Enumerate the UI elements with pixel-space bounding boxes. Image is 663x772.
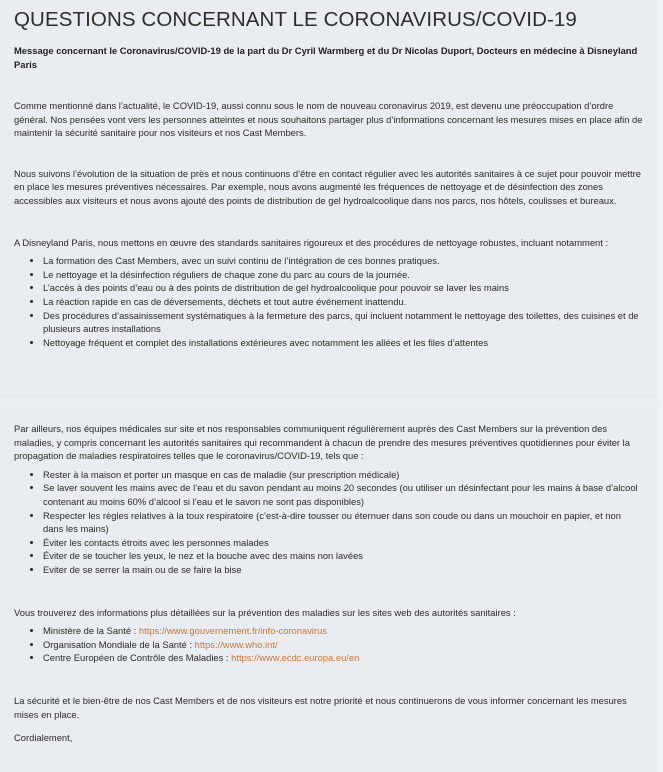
paragraph-info-sources: Vous trouverez des informations plus détaillées sur la prévention des maladies sur les sites web des autorités sanitaires : [14, 606, 516, 618]
prevention-panel [0, 405, 657, 772]
list-item: • Nettoyage fréquent et complet des installations extérieures avec notamment les allées et les files d’attentes [43, 336, 643, 350]
link-label: Ministère de la Santé : [43, 625, 139, 637]
link-item-ministere [43, 624, 643, 638]
link-who[interactable]: https://www.who.int/ [194, 638, 278, 650]
prevention-measures-list [14, 468, 643, 577]
link-item-ecdc [43, 651, 643, 665]
list-item: • Se laver souvent les mains avec de l’eau et du savon pendant au moins 20 secondes (ou utiliser un désinfectant pour les mains à base d’alcool contenant au moins 60% d’alcool si l’eau et le savon ne sont pas disponibles) [43, 481, 643, 508]
page-title: QUESTIONS CONCERNANT LE CORONAVIRUS/COVID-19 [14, 8, 577, 31]
list-item: • Éviter de se toucher les yeux, le nez et la bouche avec des mains non lavées [43, 549, 643, 563]
list-item: • Des procédures d’assainissement systématiques à la fermeture des parcs, qui incluent notamment le nettoyage des toilettes, des cuisines et de plusieurs autres installations [43, 309, 643, 336]
list-item: • Éviter les contacts étroits avec les personnes malades [43, 536, 643, 550]
paragraph-prevention: Par ailleurs, nos équipes médicales sur site et nos responsables communiquent régulièrement auprès des Cast Members sur la prévention des maladies, y compris concernant les autorités sanitaires qui recommandent à chacun de prendre des mesures préventives quotidiennes pour éviter la propagation de maladies respiratoires telles que le coronavirus/COVID-19, tels que : [14, 423, 630, 462]
list-item: • Eviter de se serrer la main ou de se faire la bise [43, 563, 643, 577]
paragraph-intro: Comme mentionné dans l’actualité, le COVID-19, aussi connu sous le nom de nouveau coronavirus 2019, est devenu une préoccupation d’ordre général. Nos pensées vont vers les personnes atteintes et nous souhaitons partager plus d’informations concernant les mesures mises en place afin de maintenir la sécurité sanitaire pour nos visiteurs et nos Cast Members. [14, 100, 643, 139]
link-label: Centre Européen de Contrôle des Maladies : [43, 652, 232, 664]
message-subtitle: Message concernant le Coronavirus/COVID-19 de la part du Dr Cyril Warmberg et du Dr Nicolas Duport, Docteurs en médecine à Disneyland Paris [14, 45, 638, 70]
list-item: • La réaction rapide en cas de déversements, déchets et tout autre événement inattendu. [43, 295, 643, 309]
paragraph-standards: A Disneyland Paris, nous mettons en œuvre des standards sanitaires rigoureux et des procédures de nettoyage robustes, incluant notamment : [14, 236, 609, 248]
list-item: • Le nettoyage et la désinfection réguliers de chaque zone du parc au cours de la journée. [43, 268, 643, 282]
link-gouvernement[interactable]: https://www.gouvernement.fr/info-coronavirus [138, 625, 327, 637]
signoff: Cordialement, [14, 732, 73, 744]
link-item-oms [43, 638, 643, 652]
list-item: • Rester à la maison et porter un masque en cas de maladie (sur prescription médicale) [43, 468, 643, 482]
list-item: • La formation des Cast Members, avec un suivi continu de l’intégration de ces bonnes pratiques. [43, 254, 643, 268]
paragraph-closing: La sécurité et le bien-être de nos Cast Members et de nos visiteurs est notre priorité et nous continuerons de vous informer concernant les mesures mises en place. [14, 694, 627, 720]
list-item: • L’accès à des points d’eau ou à des points de distribution de gel hydroalcoolique pour pouvoir se laver les mains [43, 281, 643, 295]
link-label: Organisation Mondiale de la Santé : [43, 638, 195, 650]
link-ecdc[interactable]: https://www.ecdc.europa.eu/en [231, 652, 360, 664]
paragraph-monitoring: Nous suivons l’évolution de la situation de près et nous continuons d’être en contact régulier avec les autorités sanitaires à ce sujet pour pouvoir mettre en place les mesures préventives nécessaires. Par exemple, nous avons augmenté les fréquences de nettoyage et de désinfection des zones accessibles aux visiteurs et nous avons ajouté des points de distribution de gel hydroalcoolique dans nos parcs, nos hôtels, coulisses et bureaux. [14, 167, 641, 206]
sanitary-measures-list [14, 254, 643, 349]
list-item: • Respecter les règles relatives à la toux respiratoire (c’est-à-dire tousser ou éternuer dans son coude ou dans un mouchoir en papier, et non dans les mains) [43, 509, 643, 536]
health-authority-links [14, 624, 643, 665]
